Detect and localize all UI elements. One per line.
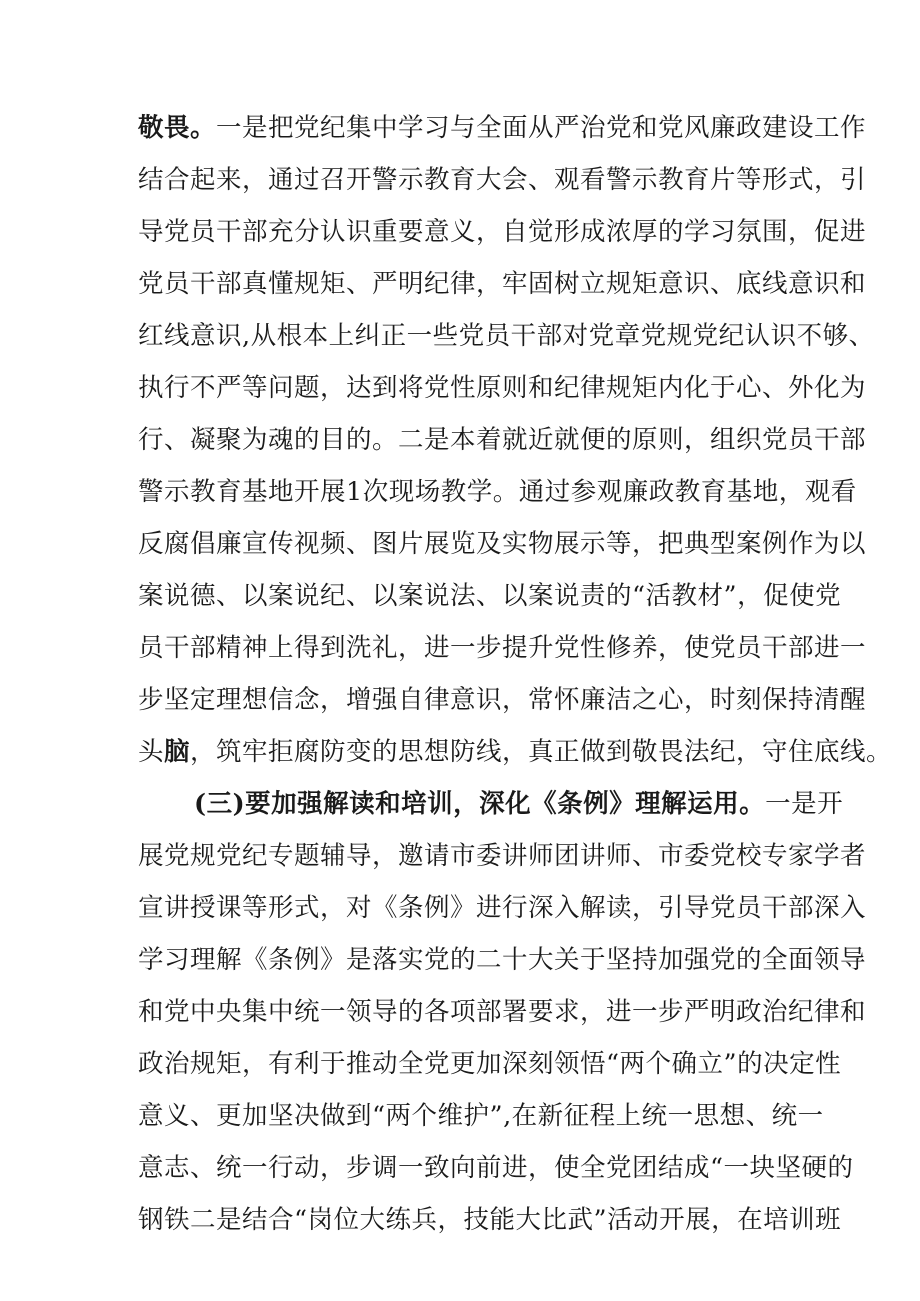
text-line (138, 110, 867, 146)
text-line (194, 786, 844, 822)
line-text: ，筑牢拒腐防变的思想防线，真正做到敬畏法纪，守住底线。 (190, 737, 893, 767)
text-line: 意志、统一行动，步调一致向前进，使全党团结成“一块坚硬的 (138, 1153, 854, 1183)
text-line: 员干部精神上得到洗礼，进一步提升党性修养，使党员干部进一 (138, 633, 867, 663)
bold-lead-in: 敬畏。 (138, 113, 217, 143)
text-line: 案说德、以案说纪、以案说法、以案说责的“活教材”，促使党 (138, 581, 842, 611)
text-line: 党员干部真懂规矩、严明纪律，牢固树立规矩意识、底线意识和 (138, 269, 867, 299)
text-line: 红线意识,从根本上纠正一些党员干部对党章党规党纪认识不够、 (138, 321, 875, 351)
section-heading: (三)要加强解读和培训，深化《条例》理解运用。 (194, 789, 766, 819)
text-line: 行、凝聚为魂的目的。二是本着就近就便的原则，组织党员干部 (138, 425, 867, 455)
text-line: 和党中央集中统一领导的各项部署要求，进一步严明政治纪律和 (138, 997, 867, 1027)
text-line: 结合起来，通过召开警示教育大会、观看警示教育片等形式，引 (138, 165, 867, 195)
text-line: 学习理解《条例》是落实党的二十大关于坚持加强党的全面领导 (138, 945, 867, 975)
text-line: 执行不严等问题，达到将党性原则和纪律规矩内化于心、外化为 (138, 373, 867, 403)
text-line: 导党员干部充分认识重要意义，自觉形成浓厚的学习氛围，促进 (138, 217, 867, 247)
line-text: 一是把党纪集中学习与全面从严治党和党风廉政建设工作 (216, 113, 867, 143)
text-line: 警示教育基地开展1次现场教学。通过参观廉政教育基地，观看 (138, 477, 857, 507)
line-text: 头 (138, 737, 165, 767)
text-line: 步坚定理想信念，增强自律意识，常怀廉洁之心，时刻保持清醒 (138, 685, 867, 715)
text-line (138, 734, 893, 770)
line-text: 一是开 (765, 789, 844, 819)
text-line: 意义、更加坚决做到“两个维护”,在新征程上统一思想、统一 (138, 1101, 824, 1131)
bold-char: 脑 (164, 737, 191, 767)
text-line: 钢铁二是结合“岗位大练兵，技能大比武”活动开展，在培训班 (138, 1205, 842, 1235)
text-line: 反腐倡廉宣传视频、图片展览及实物展示等，把典型案例作为以 (138, 529, 867, 559)
text-line: 宣讲授课等形式，对《条例》进行深入解读，引导党员干部深入 (138, 893, 867, 923)
text-line: 政治规矩，有利于推动全党更加深刻领悟“两个确立”的决定性 (138, 1049, 842, 1079)
text-line: 展党规党纪专题辅导，邀请市委讲师团讲师、市委党校专家学者 (138, 841, 867, 871)
